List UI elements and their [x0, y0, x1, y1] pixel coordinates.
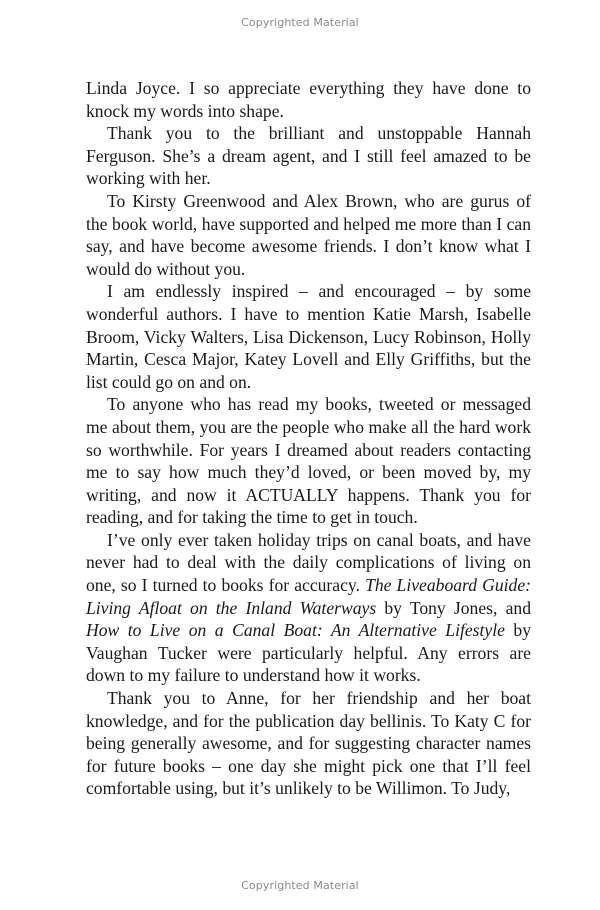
- paragraph-3: To Kirsty Greenwood and Alex Brown, who are gurus of the book world, have supported and helped me more than I can say, and have become awesome friends. I don’t know what I would do without you.: [86, 190, 531, 279]
- book-title-liveaboard-guide: The Liveaboard Guide: Living Afloat on the Inland Waterways: [86, 575, 531, 618]
- watermark-bottom: Copyrighted Material: [241, 879, 359, 892]
- paragraph-2: Thank you to the brilliant and unstoppable Hannah Ferguson. She’s a dream agent, and I still feel amazed to be working with her.: [86, 123, 531, 189]
- paragraph-6: [86, 529, 531, 687]
- paragraph-6-middle: by Tony Jones, and: [376, 597, 531, 618]
- book-title-canal-boat: How to Live on a Canal Boat: An Alternative Lifestyle: [86, 620, 505, 641]
- paragraph-4: I am endlessly inspired – and encouraged – by some wonderful authors. I have to mention Katie Marsh, Isabelle Broom, Vicky Walters, Lisa Dickenson, Lucy Robinson, Holly Martin, Cesca Major, Katey Lovell and Elly Griffiths, but the list could go on and on.: [86, 281, 531, 392]
- paragraph-6-after: by Vaughan Tucker were particularly helpful. Any errors are down to my failure to understand how it works.: [86, 620, 531, 686]
- paragraph-1: Linda Joyce. I so appreciate everything they have done to knock my words into shape.: [86, 78, 531, 121]
- paragraph-7: Thank you to Anne, for her friendship and her boat knowledge, and for the publication day bellinis. To Katy C for being generally awesome, and for suggesting character names for future books – one day she might pick one that I’ll feel comfortable using, but it’s unlikely to be Willimon. To Judy,: [86, 688, 531, 799]
- paragraph-5: To anyone who has read my books, tweeted or messaged me about them, you are the people who make all the hard work so worthwhile. For years I dreamed about readers contacting me to say how much they’d loved, or been moved by, my writing, and now it ACTUALLY happens. Thank you for reading, and for taking the time to get in touch.: [86, 394, 531, 528]
- watermark-top: Copyrighted Material: [241, 16, 359, 29]
- page-body: [86, 77, 531, 800]
- paragraph-6-before: I’ve only ever taken holiday trips on canal boats, and have never had to deal with the daily complications of living on one, so I turned to books for accuracy.: [86, 529, 531, 596]
